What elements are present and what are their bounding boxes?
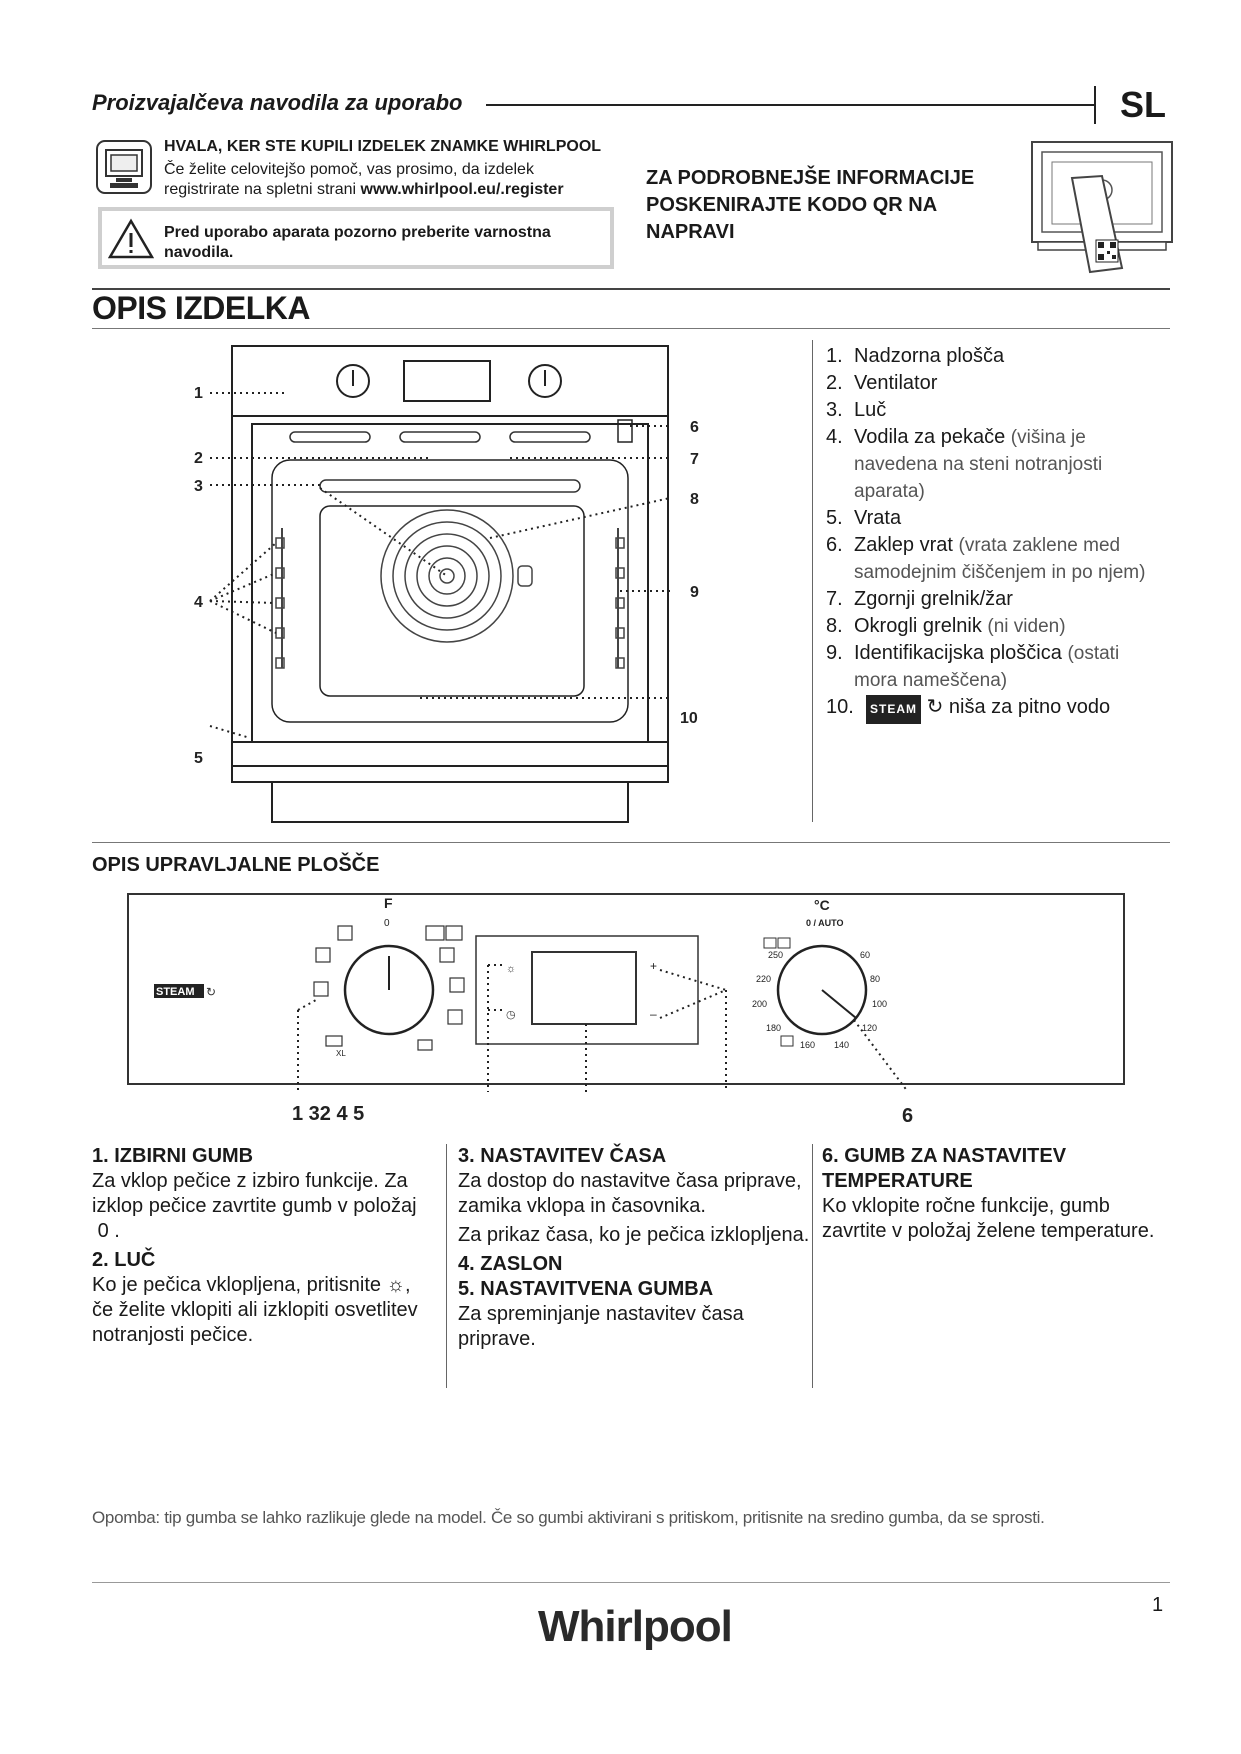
panel-callout-right: 6 [902,1105,914,1124]
list-item [826,694,1186,724]
text-selector-knob: Za vklop pečice z izbiro funkcije. Za izklop pečice zavrtite gumb v položaj [92,1170,417,1217]
list-item [826,424,1186,505]
part-num: 7. [826,588,843,610]
text-time-setting: Za dostop do nastavitve časa priprave, zamika vklopa in časovnika. [458,1170,802,1217]
text-light-b: , če želite vklopiti ali izklopiti osvetlitev notranjosti pečice. [92,1274,418,1346]
temp-80: 80 [870,974,881,984]
part-label: Nadzorna plošča [854,345,1005,367]
text-off-position: 0 . [97,1220,120,1242]
text-adjust-buttons: Za spreminjanje nastavitev časa priprave. [458,1303,744,1350]
minus-button[interactable]: – [650,1007,657,1021]
f-zero: 0 [384,918,390,929]
column-1 [92,1144,432,1352]
callout-6: 6 [690,419,699,436]
parts-divider [812,340,813,822]
callout-4: 4 [194,594,203,611]
part-label: Vrata [854,507,902,529]
qr-line-3: NAPRAVI [646,221,735,243]
warning-line-1: Pred uporabo aparata pozorno preberite varnostna [164,224,551,241]
xl-label: XL [336,1049,346,1058]
heading-adjust-buttons: 5. NASTAVITVENA GUMBA [458,1278,714,1300]
warning-icon [108,218,154,260]
temp-120: 120 [862,1023,878,1033]
heading-light: 2. LUČ [92,1249,156,1271]
light-inline-icon: ☼ [386,1274,405,1296]
part-label: Luč [854,399,887,421]
list-item [826,370,1186,397]
part-label: Vodila za pekače [854,426,1006,448]
part-label: Zaklep vrat [854,534,953,556]
list-item [826,343,1186,370]
control-panel-diagram [126,890,1130,1124]
steam-badge: STEAM [866,695,921,724]
part-num: 3. [826,399,843,421]
warning-text [164,223,604,263]
callout-5: 5 [194,750,203,767]
part-label: Zgornji grelnik/žar [854,588,1013,610]
callout-1: 1 [194,385,203,402]
language-code: SL [1120,84,1167,125]
list-item [826,397,1186,424]
header-rule [486,104,1094,106]
thanks-line-1: Če želite celovitejšo pomoč, vas prosimo, da izdelek [164,161,534,178]
column-2 [458,1144,812,1356]
header-rule-end [1094,86,1096,124]
heading-selector-knob: 1. IZBIRNI GUMB [92,1145,254,1167]
monitor-icon [96,140,152,194]
temp-220: 220 [756,974,772,984]
part-num: 10. [826,696,854,718]
thanks-title: HVALA, KER STE KUPILI IZDELEK ZNAMKE WHIRLPOOL [164,138,602,155]
whirlpool-logo: Whirlpool [538,1602,732,1651]
temp-180: 180 [766,1023,782,1033]
callout-3: 3 [194,478,203,495]
part-label: Identifikacijska ploščica [854,642,1062,664]
callout-7: 7 [690,451,699,468]
text-time-display: Za prikaz časa, ko je pečica izklopljena. [458,1224,810,1246]
f-label: F [384,895,393,911]
c-label: °C [814,897,830,913]
heading-temperature-knob: 6. GUMB ZA NASTAVITEV TEMPERATURE [822,1145,1067,1192]
list-item [826,532,1186,586]
qr-instructions [646,165,986,246]
section-divider-2 [92,842,1170,843]
temp-60: 60 [860,950,871,960]
part-label: Ventilator [854,372,938,394]
column-3 [822,1144,1172,1248]
part-num: 2. [826,372,843,394]
part-num: 6. [826,534,843,556]
text-temperature-knob: Ko vklopite ročne funkcije, gumb zavrtite v položaj želene temperature. [822,1195,1155,1242]
list-item [826,613,1186,640]
qr-line-1: ZA PODROBNEJŠE INFORMACIJE [646,167,975,189]
plus-button[interactable]: + [650,959,658,973]
steam-icon: ↻ [926,696,944,718]
footer-divider [92,1582,1170,1583]
list-item [826,640,1186,694]
page-number: 1 [1152,1594,1164,1616]
oven-diagram [190,338,730,830]
callout-9: 9 [690,584,699,601]
callout-10: 10 [680,710,698,727]
part-note: (vrata zaklene med samodejnim čiščenjem in po njem) [854,535,1146,583]
temp-200: 200 [752,999,768,1009]
part-note: (ostati mora nameščena) [854,643,1120,691]
panel-callouts-left: 1 32 4 5 [292,1103,365,1124]
temp-160: 160 [800,1040,816,1050]
parts-list [826,343,1186,724]
manual-title: Proizvajalčeva navodila za uporabo [92,90,463,115]
part-label: Okrogli grelnik [854,615,982,637]
list-item [826,586,1186,613]
temp-250: 250 [768,950,784,960]
column-divider-1 [446,1144,447,1388]
part-note: (višina je navedena na steni notranjosti aparata) [854,427,1103,502]
part-num: 1. [826,345,843,367]
temp-100: 100 [872,999,888,1009]
warning-line-2: navodila. [164,244,234,261]
temp-140: 140 [834,1040,850,1050]
heading-display: 4. ZASLON [458,1253,563,1275]
light-icon[interactable]: ☼ [506,963,517,975]
column-divider-2 [812,1144,813,1388]
part-note: (ni viden) [987,616,1066,637]
clock-icon[interactable]: ◷ [506,1009,516,1021]
section-title-product: OPIS IZDELKA [92,290,311,326]
steam-small-icon: ↻ [206,985,217,999]
part-num: 8. [826,615,843,637]
qr-line-2: POSKENIRAJTE KODO QR NA [646,194,938,216]
thanks-text [164,160,614,200]
heading-time-setting: 3. NASTAVITEV ČASA [458,1145,667,1167]
oven-qr-illustration [1030,138,1176,274]
part-num: 9. [826,642,843,664]
footer-note: Opomba: tip gumba se lahko razlikuje glede na model. Če so gumbi aktivirani s pritiskom, pritisnite na sredino gumba, da se sprosti. [92,1508,1045,1527]
section-underline [92,328,1170,329]
part-label: niša za pitno vodo [948,696,1111,718]
panel-steam-label: STEAM [156,986,195,998]
callout-8: 8 [690,491,699,508]
part-num: 4. [826,426,843,448]
c-auto: 0 / AUTO [806,918,844,928]
section-title-panel: OPIS UPRAVLJALNE PLOŠČE [92,854,380,876]
text-light-a: Ko je pečica vklopljena, pritisnite [92,1274,382,1296]
thanks-line-2: registrirate na spletni strani [164,181,357,198]
list-item [826,505,1186,532]
register-url[interactable]: www.whirlpool.eu/.register [360,181,564,198]
callout-2: 2 [194,450,203,467]
part-num: 5. [826,507,843,529]
